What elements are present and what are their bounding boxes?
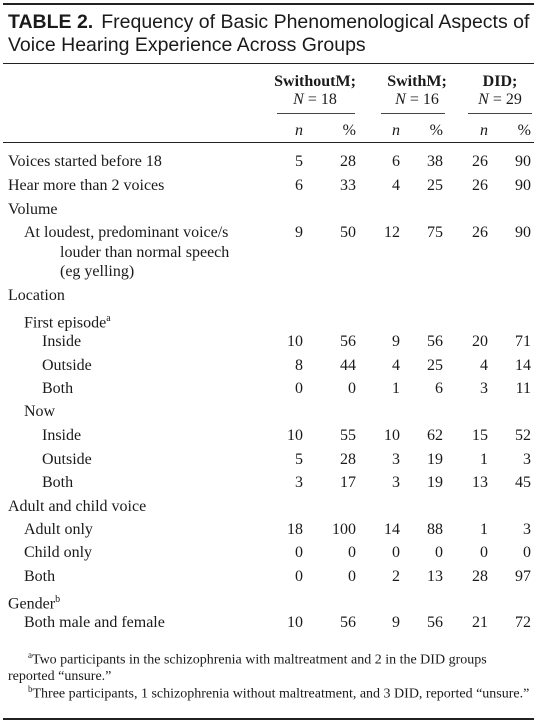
row-label: At loudest, predominant voice/s — [24, 224, 229, 241]
sample-size-symbol: N — [395, 91, 406, 108]
group-name: SwithM; — [387, 73, 447, 90]
footnote-mark: b — [28, 684, 33, 694]
percent-cell: 0 — [348, 380, 356, 397]
percent-cell: 52 — [515, 427, 531, 444]
count-cell: 26 — [472, 177, 488, 194]
percent-cell: 90 — [515, 224, 531, 241]
group-name: SwithoutM; — [274, 73, 356, 90]
count-cell: 4 — [392, 177, 400, 194]
count-cell: 3 — [392, 474, 400, 491]
percent-cell: 50 — [340, 224, 356, 241]
column-n-header: n — [480, 122, 488, 139]
count-cell: 9 — [392, 333, 400, 350]
count-cell: 2 — [392, 568, 400, 585]
count-cell: 0 — [295, 544, 303, 561]
count-cell: 26 — [472, 224, 488, 241]
footnote-text: Three participants, 1 schizophrenia without maltreatment, and 3 DID, reported “unsure.” — [32, 686, 530, 702]
percent-cell: 28 — [340, 153, 356, 170]
group-header — [265, 73, 365, 109]
percent-cell: 0 — [348, 544, 356, 561]
percent-cell: 3 — [523, 521, 531, 538]
percent-cell: 90 — [515, 177, 531, 194]
row-label: Both — [24, 568, 56, 585]
row-label: Volume — [8, 201, 58, 218]
count-cell: 10 — [287, 614, 303, 631]
row-label: Outside — [42, 451, 92, 468]
count-cell: 0 — [392, 544, 400, 561]
column-n-header: n — [295, 122, 303, 139]
count-cell: 1 — [480, 521, 488, 538]
row-label: Inside — [42, 427, 82, 444]
percent-cell: 55 — [340, 427, 356, 444]
group-rule — [277, 113, 355, 114]
count-cell: 15 — [472, 427, 488, 444]
group-rule — [468, 113, 532, 114]
column-percent-header: % — [429, 122, 443, 139]
count-cell: 9 — [295, 224, 303, 241]
column-percent-header: % — [517, 122, 531, 139]
row-label: Now — [24, 403, 56, 420]
percent-cell: 0 — [348, 568, 356, 585]
percent-cell: 19 — [427, 451, 443, 468]
caption-rule — [3, 63, 534, 64]
count-cell: 18 — [287, 521, 303, 538]
group-name: DID; — [482, 73, 518, 90]
percent-cell: 44 — [340, 357, 356, 374]
percent-cell: 56 — [427, 614, 443, 631]
count-cell: 5 — [295, 153, 303, 170]
count-cell: 3 — [480, 380, 488, 397]
count-cell: 5 — [295, 451, 303, 468]
percent-cell: 38 — [427, 153, 443, 170]
row-label: Inside — [42, 333, 82, 350]
count-cell: 14 — [384, 521, 400, 538]
percent-cell: 14 — [515, 357, 531, 374]
percent-cell: 28 — [340, 451, 356, 468]
percent-cell: 13 — [427, 568, 443, 585]
count-cell: 6 — [295, 177, 303, 194]
count-cell: 4 — [480, 357, 488, 374]
header-rule — [3, 142, 534, 143]
sample-size-symbol: N — [478, 91, 489, 108]
footnote-marker: a — [106, 313, 111, 324]
row-label: Voices started before 18 — [8, 153, 162, 170]
bottom-rule — [3, 718, 534, 720]
percent-cell: 45 — [515, 474, 531, 491]
count-cell: 12 — [384, 224, 400, 241]
footnote — [8, 647, 532, 685]
count-cell: 3 — [295, 474, 303, 491]
count-cell: 10 — [287, 427, 303, 444]
percent-cell: 17 — [340, 474, 356, 491]
group-sample-size — [450, 91, 540, 109]
footnote-marker: b — [55, 594, 61, 605]
footnote-mark: a — [28, 650, 32, 660]
footnote — [8, 681, 532, 703]
table-title: Frequency of Basic Phenomenological Aspects of Voice Hearing Experience Across Groups — [8, 11, 530, 56]
row-label: Both — [42, 474, 74, 491]
count-cell: 4 — [392, 357, 400, 374]
row-label: Adult only — [24, 521, 93, 538]
row-label: Gender$^b$ — [8, 594, 61, 613]
sample-size-value: = 29 — [488, 91, 522, 108]
percent-cell: 88 — [427, 521, 443, 538]
row-label: Adult and child voice — [8, 498, 147, 515]
count-cell: 3 — [392, 451, 400, 468]
count-cell: 1 — [392, 380, 400, 397]
percent-cell: 0 — [523, 544, 531, 561]
column-n-header: n — [392, 122, 400, 139]
count-cell: 21 — [472, 614, 488, 631]
count-cell: 0 — [295, 380, 303, 397]
percent-cell: 75 — [427, 224, 443, 241]
count-cell: 9 — [392, 614, 400, 631]
row-label: Both — [42, 380, 74, 397]
row-label: Both male and female — [24, 614, 165, 631]
row-label: Location — [8, 287, 65, 304]
percent-cell: 3 — [523, 451, 531, 468]
count-cell: 1 — [480, 451, 488, 468]
percent-cell: 62 — [427, 427, 443, 444]
count-cell: 10 — [384, 427, 400, 444]
row-label: Hear more than 2 voices — [8, 177, 165, 194]
count-cell: 13 — [472, 474, 488, 491]
percent-cell: 56 — [340, 614, 356, 631]
sample-size-value: = 16 — [405, 91, 439, 108]
percent-cell: 97 — [515, 568, 531, 585]
percent-cell: 56 — [427, 333, 443, 350]
count-cell: 0 — [480, 544, 488, 561]
count-cell: 0 — [295, 568, 303, 585]
count-cell: 6 — [392, 153, 400, 170]
group-sample-size — [265, 91, 365, 109]
row-label: Child only — [24, 544, 93, 561]
row-label: louder than normal speech — [60, 244, 230, 261]
percent-cell: 6 — [435, 380, 443, 397]
count-cell: 26 — [472, 153, 488, 170]
sample-size-value: = 18 — [303, 91, 337, 108]
count-cell: 20 — [472, 333, 488, 350]
percent-cell: 72 — [515, 614, 531, 631]
footnote-text: Two participants in the schizophrenia with maltreatment and 2 in the DID groups reported “unsure.” — [8, 652, 487, 684]
percent-cell: 0 — [435, 544, 443, 561]
count-cell: 8 — [295, 357, 303, 374]
row-label: (eg yelling) — [60, 263, 135, 280]
count-cell: 10 — [287, 333, 303, 350]
table-caption — [8, 11, 533, 57]
column-percent-header: % — [342, 122, 356, 139]
percent-cell: 19 — [427, 474, 443, 491]
table-label: TABLE 2. — [8, 11, 94, 33]
percent-cell: 100 — [332, 521, 356, 538]
percent-cell: 56 — [340, 333, 356, 350]
group-rule — [381, 113, 445, 114]
top-rule — [3, 3, 534, 5]
sample-size-symbol: N — [293, 91, 304, 108]
percent-cell: 25 — [427, 357, 443, 374]
group-header — [450, 73, 540, 109]
percent-cell: 90 — [515, 153, 531, 170]
row-label: Outside — [42, 357, 92, 374]
percent-cell: 11 — [515, 380, 531, 397]
percent-cell: 25 — [427, 177, 443, 194]
percent-cell: 33 — [340, 177, 356, 194]
count-cell: 28 — [472, 568, 488, 585]
percent-cell: 71 — [515, 333, 531, 350]
row-label: First episode$^a$ — [24, 313, 111, 332]
